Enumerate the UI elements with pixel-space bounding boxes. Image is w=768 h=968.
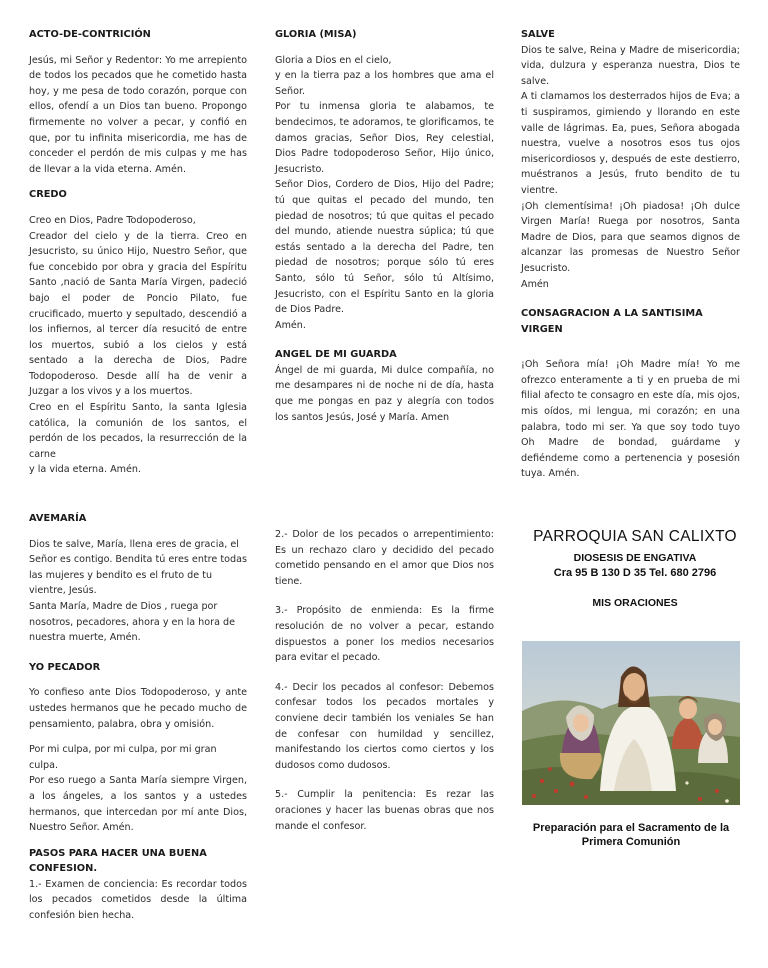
gloria-text-3: Señor Dios, Cordero de Dios, Hijo del Padre; tú que quitas el pecado del mundo, ten piedad de nosotros; tú que quitas el pecado del mundo, atiende nuestra súplica; tú que estás sentado a la derecha del Padre, ten piedad de nosotros; porque sólo tú eres Santo, sólo tú Señor, sólo tú Altísimo, Jesucristo, con el Espíritu Santo en la gloria de Dios Padre.	[275, 179, 494, 316]
salve-text-2: A ti clamamos los desterrados hijos de Eva; a ti suspiramos, gimiendo y llorando en este valle de lágrimas. Ea, pues, Señora abogada nuestra, vuelve a nosotros esos tus ojos misericordiosos y, después de este destierro, muéstranos a Jesús, fruto bendito de tu vientre.	[521, 91, 740, 196]
salve-text-1: Dios te salve, Reina y Madre de misericordia; vida, dulzura y esperanza nuestra, Dios te salve.	[521, 44, 740, 87]
parish-title: PARROQUIA SAN CALIXTO	[533, 528, 737, 545]
avemaria-heading: AVEMARÍA	[29, 513, 87, 524]
angel-guarda-text: Ángel de mi guarda, Mi dulce compañía, no me desampares ni de noche ni de día, hasta que me pongas en paz y alegría con todos los santos Jesús, José y María. Amen	[275, 364, 494, 423]
panel-gloria-angel	[275, 27, 494, 425]
salve-heading: SALVE	[521, 29, 555, 40]
credo-text-2: Creo en el Espíritu Santo, la santa Iglesia católica, la comunión de los santos, el perdón de los pecados, la resurrección de la carne	[29, 402, 247, 460]
consagracion-heading: CONSAGRACION A LA SANTISIMA VIRGEN	[521, 308, 703, 335]
yo-pecador-text-1: Yo confieso ante Dios Todopoderoso, y ante ustedes hermanos que he pecado mucho de pensamiento, palabra, obra y omisión.	[29, 687, 247, 730]
credo-line-1: Creo en Dios, Padre Todopoderoso,	[29, 214, 196, 226]
consagracion-text: ¡Oh Señora mía! ¡Oh Madre mía! Yo me ofrezco enteramente a ti y en prueba de mi filial afecto te consagro en este día, mis ojos, mis oídos, mi lengua, mi corazón; en una palabra, todo mi ser. Ya que soy todo tuyo Oh Madre de bondad, guárdame y defiéndeme como a pertenencia y posesión tuya. Amén.	[521, 359, 740, 480]
gloria-amen: Amén.	[275, 319, 306, 331]
gloria-heading: GLORIA (MISA)	[275, 29, 357, 40]
panel-acto-credo	[29, 27, 247, 478]
credo-heading: CREDO	[29, 189, 67, 201]
paso-4-text: 4.- Decir los pecados al confesor: Debemos confesar todos los pecados mortales y conviene decir también los veniales Se han de confesar con humildad y sencillez, manifestando los ciertos como ciertos y los dudosos como dudosos.	[275, 681, 494, 771]
panel-salve-consagracion	[521, 27, 740, 482]
angel-guarda-heading: ANGEL DE MI GUARDA	[275, 349, 397, 361]
paso-3-text: 3.- Propósito de enmienda: Es la firme resolución de no volver a pecar, estando dispuestos a poner los medios necesarios para evitar el pecado.	[275, 605, 494, 664]
gloria-text-2: Por tu inmensa gloria te alabamos, te bendecimos, te adoramos, te glorificamos, te damos gracias, Señor Dios, Rey celestial, Dios Padre todopoderoso Señor, Hijo único, Jesucristo.	[275, 101, 494, 175]
credo-line-end: y la vida eterna. Amén.	[29, 464, 142, 476]
avemaria-text-1: Dios te salve, María, llena eres de gracia, el Señor es contigo. Bendita tú eres entre todas las mujeres y bendito es el fruto de tu vientre, Jesús.	[29, 538, 247, 597]
salve-amen: Amén	[521, 278, 549, 290]
paso-2-text: 2.- Dolor de los pecados o arrepentimiento: Es un rechazo claro y decidido del pecado cometido pensando en el amor que Dios nos tiene.	[275, 529, 494, 587]
gloria-line-1: Gloria a Dios en el cielo,	[275, 54, 392, 66]
panel-avemaria-pecador	[29, 511, 247, 924]
gloria-text-1: y en la tierra paz a los hombres que ama el Señor.	[275, 70, 494, 97]
salve-text-3: ¡Oh clementísima! ¡Oh piadosa! ¡Oh dulce Virgen María! Ruega por nosotros, Santa Madre de Dios, para que seamos dignos de alcanzar las promesas de Nuestro Señor Jesucristo.	[521, 200, 740, 274]
avemaria-text-2: Santa María, Madre de Dios , ruega por nosotros, pecadores, ahora y en la hora de nuestra muerte, Amén.	[29, 600, 235, 644]
credo-text-1: Creador del cielo y de la tierra. Creo en Jesucristo, su único Hijo, Nuestro Señor, que fue concebido por obra y gracia del Espíritu Santo ,nació de Santa María Virgen, padeció bajo el poder de Poncio Pilato, fue crucificado, muerto y sepultado, descendió a los infiernos, al tercer día resucitó de entre los muertos, subió a los cielos y está sentado a la derecha de Dios, Padre Todopoderoso. Desde allí ha de venir a Juzgar a los vivos y a los muertos.	[29, 230, 247, 398]
booklet-footer: Preparación para el Sacramento de la Primera Comunión	[532, 822, 730, 848]
pasos-confesion-heading: PASOS PARA HACER UNA BUENA CONFESION.	[29, 847, 207, 875]
yo-pecador-heading: YO PECADOR	[29, 661, 101, 673]
yo-pecador-text-3: Por eso ruego a Santa María siempre Virgen, a los ángeles, a los santos y a ustedes hermanos, que intercedan por mí ante Dios, Nuestro Señor. Amén.	[29, 775, 247, 834]
paso-5-text: 5.- Cumplir la penitencia: Es rezar las oraciones y hacer las buenas obras que nos mande el confesor.	[275, 789, 494, 832]
panel-pasos-confesion	[275, 527, 494, 834]
acto-contricion-text: Jesús, mi Señor y Redentor: Yo me arrepiento de todos los pecados que he cometido hasta hoy, y me pesa de todo corazón, porque con ellos, ofendí a un Dios tan bueno. Propongo firmemente no volver a pecar, y confió en que, por tu infinita misericordia, me has de conceder el perdón de mis culpas y me has de llevar a la vida eterna. Amén.	[29, 54, 247, 175]
yo-pecador-text-2: Por mi culpa, por mi culpa, por mi gran culpa.	[29, 744, 217, 771]
jesus-with-children-illustration	[522, 641, 740, 805]
acto-contricion-heading: ACTO-DE-CONTRICIÓN	[29, 29, 151, 40]
booklet-subtitle: MIS ORACIONES	[592, 597, 678, 609]
parish-address: Cra 95 B 130 D 35 Tel. 680 2796	[553, 567, 717, 579]
paso-1-text: 1.- Examen de conciencia: Es recordar todos los pecados cometidos desde la última confesión bien hecha.	[29, 878, 247, 922]
diocese-label: DIOSESIS DE ENGATIVA	[573, 552, 697, 564]
